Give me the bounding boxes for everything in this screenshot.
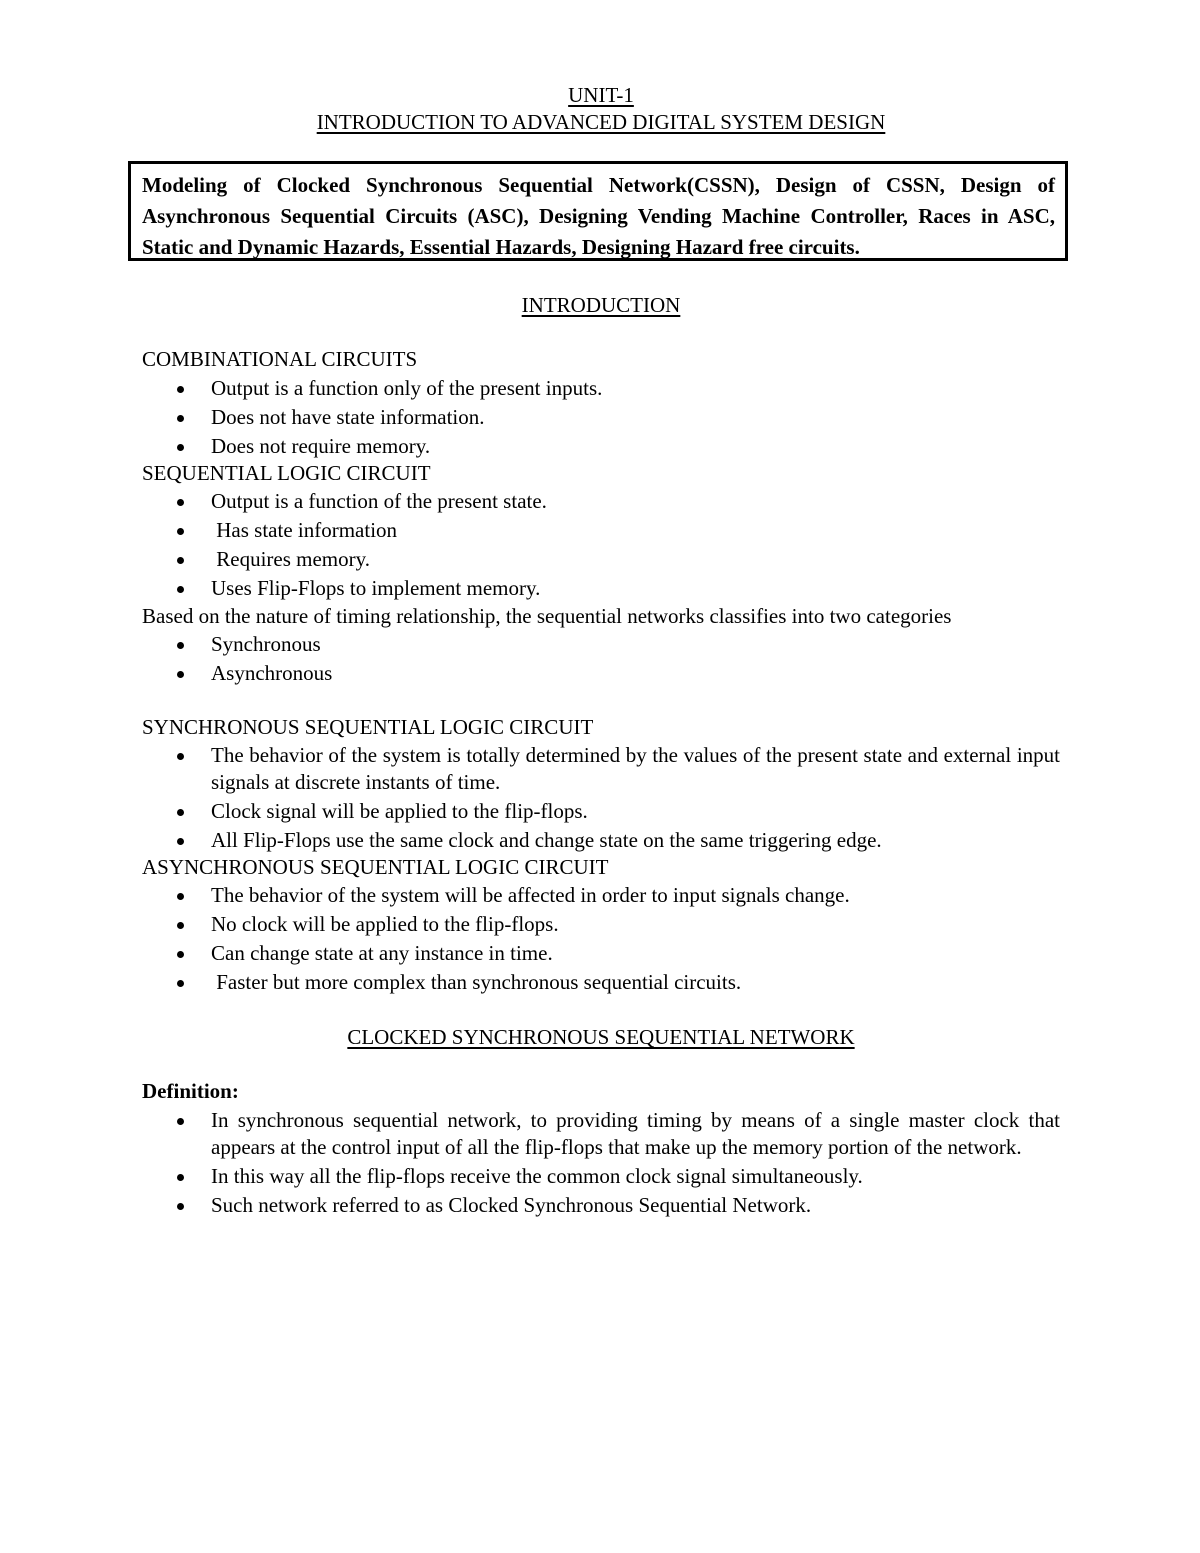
list-item	[142, 375, 1060, 402]
cssn-list	[142, 1107, 1060, 1221]
definition-label: Definition:	[142, 1079, 239, 1103]
list-item	[142, 1163, 1060, 1190]
bullet-icon	[177, 499, 184, 506]
list-item-text: All Flip-Flops use the same clock and change state on the same triggering edge.	[211, 828, 882, 852]
list-item	[142, 742, 1060, 796]
list-item	[142, 911, 1060, 938]
list-item	[142, 575, 1060, 602]
bullet-icon	[177, 386, 184, 393]
classification-paragraph: Based on the nature of timing relationship, the sequential networks classifies into two categories	[142, 604, 952, 628]
list-item-text: No clock will be applied to the flip-flops.	[211, 912, 559, 936]
cssn-heading: CLOCKED SYNCHRONOUS SEQUENTIAL NETWORK	[347, 1025, 855, 1049]
bullet-icon	[177, 586, 184, 593]
list-item-text: Output is a function of the present state.	[211, 489, 547, 513]
list-item-text: Does not require memory.	[211, 434, 431, 458]
list-item-text: In this way all the flip-flops receive the common clock signal simultaneously.	[211, 1164, 863, 1188]
bullet-icon	[177, 671, 184, 678]
bullet-icon	[177, 838, 184, 845]
bullet-icon	[177, 444, 184, 451]
list-item	[142, 488, 1060, 515]
list-item	[142, 882, 1060, 909]
list-item-text: Asynchronous	[211, 661, 333, 685]
list-item-text: Requires memory.	[211, 547, 371, 571]
bullet-icon	[177, 809, 184, 816]
bullet-icon	[177, 980, 184, 987]
syllabus-box	[128, 161, 1068, 261]
asynchronous-heading: ASYNCHRONOUS SEQUENTIAL LOGIC CIRCUIT	[142, 855, 609, 879]
list-item	[142, 433, 1060, 460]
bullet-icon	[177, 753, 184, 760]
classification-list	[142, 631, 1060, 689]
list-item	[142, 798, 1060, 825]
list-item-text: Output is a function only of the present inputs.	[211, 376, 603, 400]
synchronous-list	[142, 742, 1060, 856]
list-item	[142, 827, 1060, 854]
document-title-block	[142, 82, 1060, 136]
list-item	[142, 631, 1060, 658]
list-item	[142, 1192, 1060, 1219]
list-item	[142, 404, 1060, 431]
list-item-text: The behavior of the system will be affected in order to input signals change.	[211, 883, 850, 907]
list-item-text: Uses Flip-Flops to implement memory.	[211, 576, 541, 600]
list-item-text: Clock signal will be applied to the flip-flops.	[211, 799, 588, 823]
list-item	[142, 546, 1060, 573]
list-item-text: Faster but more complex than synchronous sequential circuits.	[211, 970, 742, 994]
synchronous-heading: SYNCHRONOUS SEQUENTIAL LOGIC CIRCUIT	[142, 715, 594, 739]
list-item	[142, 660, 1060, 687]
asynchronous-list	[142, 882, 1060, 998]
bullet-icon	[177, 1118, 184, 1125]
sequential-list	[142, 488, 1060, 604]
document-title: INTRODUCTION TO ADVANCED DIGITAL SYSTEM DESIGN	[316, 110, 886, 134]
combinational-list	[142, 375, 1060, 462]
bullet-icon	[177, 1174, 184, 1181]
combinational-heading: COMBINATIONAL CIRCUITS	[142, 347, 418, 371]
bullet-icon	[177, 557, 184, 564]
bullet-icon	[177, 893, 184, 900]
list-item-text: In synchronous sequential network, to providing timing by means of a single master clock that appears at the control input of all the flip-flops that make up the memory portion of the network.	[211, 1108, 1060, 1159]
syllabus-text: Modeling of Clocked Synchronous Sequential Network(CSSN), Design of CSSN, Design of Asynchronous Sequential Circuits (ASC), Designing Vending Machine Controller, Races in ASC, Static and Dynamic Hazards, Essential Hazards, Designing Hazard free circuits.	[142, 173, 1055, 259]
list-item	[142, 517, 1060, 544]
list-item	[142, 969, 1060, 996]
list-item-text: Does not have state information.	[211, 405, 485, 429]
list-item-text: The behavior of the system is totally determined by the values of the present state and external input signals at discrete instants of time.	[211, 743, 1060, 794]
list-item-text: Such network referred to as Clocked Synchronous Sequential Network.	[211, 1193, 812, 1217]
bullet-icon	[177, 642, 184, 649]
list-item	[142, 940, 1060, 967]
introduction-heading: INTRODUCTION	[521, 293, 681, 317]
list-item-text: Synchronous	[211, 632, 321, 656]
bullet-icon	[177, 922, 184, 929]
bullet-icon	[177, 528, 184, 535]
unit-label: UNIT-1	[568, 83, 634, 107]
list-item-text: Has state information	[211, 518, 398, 542]
list-item-text: Can change state at any instance in time.	[211, 941, 553, 965]
bullet-icon	[177, 951, 184, 958]
sequential-heading: SEQUENTIAL LOGIC CIRCUIT	[142, 461, 431, 485]
bullet-icon	[177, 1203, 184, 1210]
bullet-icon	[177, 415, 184, 422]
list-item	[142, 1107, 1060, 1161]
